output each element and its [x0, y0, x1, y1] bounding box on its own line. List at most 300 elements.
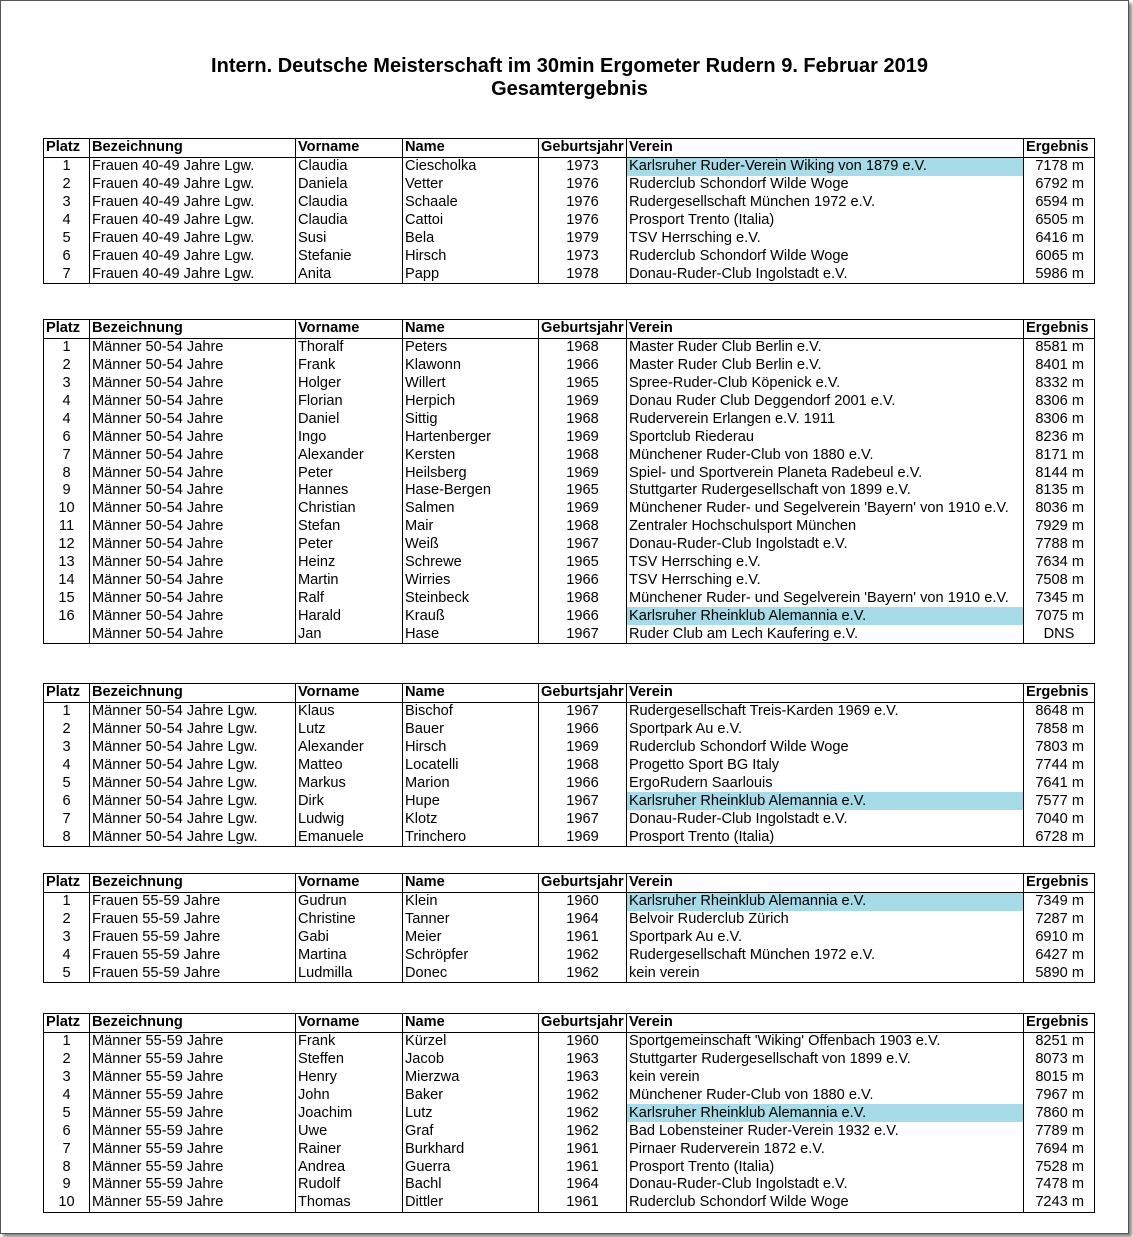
cell-geburtsjahr: 1966 — [539, 357, 627, 375]
cell-bezeichnung: Männer 50-54 Jahre — [90, 518, 296, 536]
cell-name: Klawonn — [403, 357, 539, 375]
cell-ergebnis: 6594 m — [1024, 194, 1095, 212]
cell-bezeichnung: Männer 50-54 Jahre Lgw. — [90, 757, 296, 775]
cell-bezeichnung: Männer 55-59 Jahre — [90, 1176, 296, 1194]
cell-ergebnis: 6505 m — [1024, 212, 1095, 230]
cell-vorname: Henry — [296, 1069, 403, 1087]
cell-verein: Master Ruder Club Berlin e.V. — [627, 357, 1024, 375]
cell-name: Hupe — [403, 792, 539, 810]
cell-verein: Pirnaer Ruderverein 1872 e.V. — [627, 1140, 1024, 1158]
cell-vorname: Daniel — [296, 410, 403, 428]
cell-name: Hirsch — [403, 739, 539, 757]
cell-verein: Donau-Ruder-Club Ingolstadt e.V. — [627, 810, 1024, 828]
cell-vorname: Ludwig — [296, 810, 403, 828]
cell-geburtsjahr: 1973 — [539, 247, 627, 265]
cell-geburtsjahr: 1967 — [539, 792, 627, 810]
cell-name: Kürzel — [403, 1032, 539, 1050]
cell-geburtsjahr: 1963 — [539, 1051, 627, 1069]
cell-name: Graf — [403, 1122, 539, 1140]
column-header-vorname: Vorname — [296, 320, 403, 339]
cell-geburtsjahr: 1969 — [539, 464, 627, 482]
cell-ergebnis: 7858 m — [1024, 721, 1095, 739]
column-header-vorname: Vorname — [296, 874, 403, 893]
cell-bezeichnung: Männer 55-59 Jahre — [90, 1087, 296, 1105]
cell-platz — [44, 625, 90, 643]
cell-vorname: Frank — [296, 357, 403, 375]
cell-platz: 2 — [44, 357, 90, 375]
cell-geburtsjahr: 1967 — [539, 625, 627, 643]
cell-geburtsjahr: 1969 — [539, 393, 627, 411]
cell-bezeichnung: Frauen 40-49 Jahre Lgw. — [90, 176, 296, 194]
cell-geburtsjahr: 1961 — [539, 1194, 627, 1212]
table-row — [44, 410, 1095, 428]
cell-vorname: Uwe — [296, 1122, 403, 1140]
table-row — [44, 702, 1095, 720]
cell-geburtsjahr: 1967 — [539, 702, 627, 720]
cell-vorname: Ralf — [296, 589, 403, 607]
table-row — [44, 911, 1095, 929]
column-header-ergebnis: Ergebnis — [1024, 1014, 1095, 1033]
cell-ergebnis: 7641 m — [1024, 774, 1095, 792]
table-row — [44, 589, 1095, 607]
table-row — [44, 929, 1095, 947]
column-header-geburtsjahr: Geburtsjahr — [539, 1014, 627, 1033]
cell-ergebnis: 7634 m — [1024, 554, 1095, 572]
cell-name: Tanner — [403, 911, 539, 929]
cell-bezeichnung: Männer 55-59 Jahre — [90, 1158, 296, 1176]
cell-platz: 7 — [44, 810, 90, 828]
cell-bezeichnung: Frauen 40-49 Jahre Lgw. — [90, 247, 296, 265]
cell-vorname: Dirk — [296, 792, 403, 810]
cell-platz: 4 — [44, 757, 90, 775]
cell-vorname: Gudrun — [296, 892, 403, 910]
cell-geburtsjahr: 1961 — [539, 1140, 627, 1158]
cell-platz: 3 — [44, 739, 90, 757]
cell-verein: Münchener Ruder-Club von 1880 e.V. — [627, 446, 1024, 464]
cell-geburtsjahr: 1961 — [539, 929, 627, 947]
cell-name: Burkhard — [403, 1140, 539, 1158]
table-row — [44, 1158, 1095, 1176]
cell-geburtsjahr: 1976 — [539, 176, 627, 194]
column-header-verein: Verein — [627, 1014, 1024, 1033]
cell-verein: Rudergesellschaft München 1972 e.V. — [627, 194, 1024, 212]
cell-bezeichnung: Frauen 40-49 Jahre Lgw. — [90, 265, 296, 283]
cell-verein: Zentraler Hochschulsport München — [627, 518, 1024, 536]
cell-bezeichnung: Männer 50-54 Jahre — [90, 375, 296, 393]
cell-name: Lutz — [403, 1104, 539, 1122]
table-row — [44, 229, 1095, 247]
table-row — [44, 1087, 1095, 1105]
cell-name: Hartenberger — [403, 428, 539, 446]
cell-platz: 16 — [44, 607, 90, 625]
cell-verein: Prosport Trento (Italia) — [627, 828, 1024, 846]
cell-vorname: Claudia — [296, 194, 403, 212]
column-header-verein: Verein — [627, 320, 1024, 339]
cell-verein: Spiel- und Sportverein Planeta Radebeul e.V. — [627, 464, 1024, 482]
cell-verein: Münchener Ruder- und Segelverein 'Bayern' von 1910 e.V. — [627, 589, 1024, 607]
cell-name: Klotz — [403, 810, 539, 828]
cell-verein: Sportgemeinschaft 'Wiking' Offenbach 1903 e.V. — [627, 1032, 1024, 1050]
cell-verein: Karlsruher Rheinklub Alemannia e.V. — [627, 1104, 1024, 1122]
table-row — [44, 393, 1095, 411]
cell-vorname: Klaus — [296, 702, 403, 720]
cell-geburtsjahr: 1960 — [539, 1032, 627, 1050]
cell-verein: kein verein — [627, 1069, 1024, 1087]
cell-geburtsjahr: 1962 — [539, 947, 627, 965]
column-header-platz: Platz — [44, 874, 90, 893]
column-header-name: Name — [403, 320, 539, 339]
column-header-name: Name — [403, 874, 539, 893]
cell-ergebnis: 8306 m — [1024, 410, 1095, 428]
table-header-row — [44, 1014, 1095, 1033]
cell-geburtsjahr: 1968 — [539, 410, 627, 428]
cell-name: Steinbeck — [403, 589, 539, 607]
cell-platz: 8 — [44, 1158, 90, 1176]
column-header-bezeichnung: Bezeichnung — [90, 139, 296, 158]
cell-bezeichnung: Männer 50-54 Jahre — [90, 500, 296, 518]
cell-name: Mierzwa — [403, 1069, 539, 1087]
table-row — [44, 482, 1095, 500]
cell-verein: Belvoir Ruderclub Zürich — [627, 911, 1024, 929]
cell-name: Wirries — [403, 571, 539, 589]
cell-vorname: Alexander — [296, 739, 403, 757]
cell-platz: 10 — [44, 500, 90, 518]
cell-ergebnis: 8401 m — [1024, 357, 1095, 375]
cell-platz: 6 — [44, 428, 90, 446]
cell-ergebnis: 6427 m — [1024, 947, 1095, 965]
cell-vorname: Jan — [296, 625, 403, 643]
cell-vorname: Peter — [296, 536, 403, 554]
table-row — [44, 810, 1095, 828]
cell-vorname: Martin — [296, 571, 403, 589]
cell-ergebnis: 8306 m — [1024, 393, 1095, 411]
cell-geburtsjahr: 1961 — [539, 1158, 627, 1176]
cell-vorname: Alexander — [296, 446, 403, 464]
cell-bezeichnung: Männer 50-54 Jahre — [90, 338, 296, 356]
table-row — [44, 828, 1095, 846]
cell-ergebnis: 8015 m — [1024, 1069, 1095, 1087]
cell-verein: TSV Herrsching e.V. — [627, 229, 1024, 247]
cell-name: Ciescholka — [403, 157, 539, 175]
table-row — [44, 446, 1095, 464]
cell-vorname: Christian — [296, 500, 403, 518]
cell-name: Klein — [403, 892, 539, 910]
cell-verein: Donau-Ruder-Club Ingolstadt e.V. — [627, 265, 1024, 283]
cell-platz: 4 — [44, 947, 90, 965]
cell-bezeichnung: Männer 55-59 Jahre — [90, 1069, 296, 1087]
cell-ergebnis: 7967 m — [1024, 1087, 1095, 1105]
table-row — [44, 792, 1095, 810]
cell-platz: 2 — [44, 1051, 90, 1069]
cell-name: Trinchero — [403, 828, 539, 846]
cell-verein: Bad Lobensteiner Ruder-Verein 1932 e.V. — [627, 1122, 1024, 1140]
table-row — [44, 625, 1095, 643]
table-row — [44, 947, 1095, 965]
table-row — [44, 1122, 1095, 1140]
cell-ergebnis: 7243 m — [1024, 1194, 1095, 1212]
cell-geburtsjahr: 1962 — [539, 964, 627, 982]
cell-verein: Ruderverein Erlangen e.V. 1911 — [627, 410, 1024, 428]
table-row — [44, 176, 1095, 194]
cell-vorname: Lutz — [296, 721, 403, 739]
cell-geburtsjahr: 1976 — [539, 212, 627, 230]
cell-bezeichnung: Männer 50-54 Jahre Lgw. — [90, 774, 296, 792]
cell-vorname: Christine — [296, 911, 403, 929]
cell-geburtsjahr: 1968 — [539, 338, 627, 356]
cell-bezeichnung: Frauen 40-49 Jahre Lgw. — [90, 194, 296, 212]
cell-ergebnis: 7929 m — [1024, 518, 1095, 536]
cell-ergebnis: 8648 m — [1024, 702, 1095, 720]
cell-ergebnis: 8135 m — [1024, 482, 1095, 500]
cell-geburtsjahr: 1968 — [539, 446, 627, 464]
column-header-ergebnis: Ergebnis — [1024, 874, 1095, 893]
cell-platz: 7 — [44, 446, 90, 464]
cell-ergebnis: 7478 m — [1024, 1176, 1095, 1194]
table-row — [44, 571, 1095, 589]
column-header-geburtsjahr: Geburtsjahr — [539, 874, 627, 893]
cell-geburtsjahr: 1966 — [539, 721, 627, 739]
cell-platz: 14 — [44, 571, 90, 589]
cell-vorname: Martina — [296, 947, 403, 965]
cell-platz: 2 — [44, 176, 90, 194]
cell-platz: 8 — [44, 828, 90, 846]
cell-verein: ErgoRudern Saarlouis — [627, 774, 1024, 792]
cell-verein: Karlsruher Rheinklub Alemannia e.V. — [627, 792, 1024, 810]
cell-name: Papp — [403, 265, 539, 283]
cell-vorname: Thoralf — [296, 338, 403, 356]
cell-verein: Donau-Ruder-Club Ingolstadt e.V. — [627, 1176, 1024, 1194]
cell-platz: 5 — [44, 774, 90, 792]
cell-bezeichnung: Männer 50-54 Jahre — [90, 589, 296, 607]
column-header-platz: Platz — [44, 139, 90, 158]
cell-vorname: Harald — [296, 607, 403, 625]
cell-verein: Rudergesellschaft München 1972 e.V. — [627, 947, 1024, 965]
cell-name: Sittig — [403, 410, 539, 428]
cell-geburtsjahr: 1969 — [539, 428, 627, 446]
cell-geburtsjahr: 1967 — [539, 810, 627, 828]
cell-verein: Sportclub Riederau — [627, 428, 1024, 446]
cell-platz: 5 — [44, 229, 90, 247]
cell-name: Bauer — [403, 721, 539, 739]
cell-ergebnis: 7040 m — [1024, 810, 1095, 828]
cell-vorname: Heinz — [296, 554, 403, 572]
cell-platz: 2 — [44, 911, 90, 929]
cell-name: Donec — [403, 964, 539, 982]
cell-ergebnis: 6416 m — [1024, 229, 1095, 247]
cell-platz: 4 — [44, 1087, 90, 1105]
cell-vorname: Frank — [296, 1032, 403, 1050]
cell-platz: 3 — [44, 194, 90, 212]
cell-geburtsjahr: 1965 — [539, 554, 627, 572]
cell-name: Marion — [403, 774, 539, 792]
cell-vorname: Emanuele — [296, 828, 403, 846]
table-row — [44, 892, 1095, 910]
cell-ergebnis: 7075 m — [1024, 607, 1095, 625]
cell-verein: Ruderclub Schondorf Wilde Woge — [627, 247, 1024, 265]
cell-platz: 8 — [44, 464, 90, 482]
table-row — [44, 428, 1095, 446]
cell-verein: Prosport Trento (Italia) — [627, 212, 1024, 230]
cell-ergebnis: 8581 m — [1024, 338, 1095, 356]
cell-name: Schrewe — [403, 554, 539, 572]
cell-name: Hase — [403, 625, 539, 643]
cell-verein: Sportpark Au e.V. — [627, 929, 1024, 947]
cell-name: Herpich — [403, 393, 539, 411]
cell-platz: 4 — [44, 393, 90, 411]
column-header-ergebnis: Ergebnis — [1024, 139, 1095, 158]
cell-name: Peters — [403, 338, 539, 356]
cell-verein: Prosport Trento (Italia) — [627, 1158, 1024, 1176]
cell-bezeichnung: Frauen 55-59 Jahre — [90, 964, 296, 982]
cell-bezeichnung: Männer 50-54 Jahre — [90, 625, 296, 643]
cell-platz: 2 — [44, 721, 90, 739]
cell-vorname: Matteo — [296, 757, 403, 775]
cell-vorname: Rainer — [296, 1140, 403, 1158]
cell-vorname: Rudolf — [296, 1176, 403, 1194]
cell-platz: 9 — [44, 1176, 90, 1194]
cell-bezeichnung: Frauen 55-59 Jahre — [90, 911, 296, 929]
column-header-geburtsjahr: Geburtsjahr — [539, 320, 627, 339]
cell-bezeichnung: Männer 50-54 Jahre Lgw. — [90, 739, 296, 757]
column-header-verein: Verein — [627, 874, 1024, 893]
cell-platz: 1 — [44, 892, 90, 910]
cell-ergebnis: 6065 m — [1024, 247, 1095, 265]
cell-platz: 6 — [44, 1122, 90, 1140]
cell-name: Bachl — [403, 1176, 539, 1194]
cell-name: Krauß — [403, 607, 539, 625]
table-row — [44, 157, 1095, 175]
cell-name: Baker — [403, 1087, 539, 1105]
cell-verein: Sportpark Au e.V. — [627, 721, 1024, 739]
cell-ergebnis: 7803 m — [1024, 739, 1095, 757]
cell-ergebnis: 5890 m — [1024, 964, 1095, 982]
cell-name: Dittler — [403, 1194, 539, 1212]
table-row — [44, 500, 1095, 518]
cell-name: Salmen — [403, 500, 539, 518]
cell-verein: TSV Herrsching e.V. — [627, 554, 1024, 572]
cell-bezeichnung: Frauen 40-49 Jahre Lgw. — [90, 229, 296, 247]
cell-verein: kein verein — [627, 964, 1024, 982]
table-row — [44, 774, 1095, 792]
cell-verein: Donau-Ruder-Club Ingolstadt e.V. — [627, 536, 1024, 554]
cell-bezeichnung: Männer 50-54 Jahre — [90, 428, 296, 446]
cell-geburtsjahr: 1962 — [539, 1122, 627, 1140]
cell-platz: 3 — [44, 375, 90, 393]
cell-geburtsjahr: 1979 — [539, 229, 627, 247]
results-table — [43, 1013, 1095, 1213]
cell-platz: 9 — [44, 482, 90, 500]
cell-bezeichnung: Männer 55-59 Jahre — [90, 1104, 296, 1122]
cell-platz: 5 — [44, 1104, 90, 1122]
table-row — [44, 265, 1095, 283]
cell-platz: 12 — [44, 536, 90, 554]
cell-geburtsjahr: 1962 — [539, 1104, 627, 1122]
cell-bezeichnung: Männer 50-54 Jahre Lgw. — [90, 721, 296, 739]
table-row — [44, 375, 1095, 393]
cell-bezeichnung: Männer 50-54 Jahre — [90, 410, 296, 428]
cell-vorname: Stefanie — [296, 247, 403, 265]
cell-platz: 3 — [44, 1069, 90, 1087]
cell-vorname: Daniela — [296, 176, 403, 194]
table-row — [44, 1069, 1095, 1087]
cell-geburtsjahr: 1962 — [539, 1087, 627, 1105]
cell-ergebnis: 6728 m — [1024, 828, 1095, 846]
cell-verein: Münchener Ruder- und Segelverein 'Bayern' von 1910 e.V. — [627, 500, 1024, 518]
cell-platz: 7 — [44, 1140, 90, 1158]
column-header-bezeichnung: Bezeichnung — [90, 320, 296, 339]
cell-bezeichnung: Männer 50-54 Jahre Lgw. — [90, 828, 296, 846]
column-header-platz: Platz — [44, 320, 90, 339]
cell-bezeichnung: Männer 50-54 Jahre Lgw. — [90, 810, 296, 828]
cell-name: Vetter — [403, 176, 539, 194]
table-header-row — [44, 874, 1095, 893]
cell-platz: 5 — [44, 964, 90, 982]
cell-name: Hase-Bergen — [403, 482, 539, 500]
column-header-vorname: Vorname — [296, 684, 403, 703]
table-row — [44, 1176, 1095, 1194]
cell-bezeichnung: Männer 55-59 Jahre — [90, 1122, 296, 1140]
cell-vorname: Gabi — [296, 929, 403, 947]
cell-vorname: Stefan — [296, 518, 403, 536]
table-row — [44, 1140, 1095, 1158]
cell-bezeichnung: Männer 55-59 Jahre — [90, 1194, 296, 1212]
cell-geburtsjahr: 1965 — [539, 375, 627, 393]
cell-verein: Karlsruher Ruder-Verein Wiking von 1879 e.V. — [627, 157, 1024, 175]
table-row — [44, 194, 1095, 212]
cell-platz: 1 — [44, 338, 90, 356]
cell-verein: Donau Ruder Club Deggendorf 2001 e.V. — [627, 393, 1024, 411]
cell-verein: Rudergesellschaft Treis-Karden 1969 e.V. — [627, 702, 1024, 720]
column-header-platz: Platz — [44, 1014, 90, 1033]
cell-geburtsjahr: 1976 — [539, 194, 627, 212]
cell-ergebnis: 7508 m — [1024, 571, 1095, 589]
cell-geburtsjahr: 1969 — [539, 739, 627, 757]
column-header-verein: Verein — [627, 684, 1024, 703]
cell-geburtsjahr: 1966 — [539, 607, 627, 625]
cell-bezeichnung: Männer 50-54 Jahre — [90, 482, 296, 500]
column-header-vorname: Vorname — [296, 1014, 403, 1033]
column-header-verein: Verein — [627, 139, 1024, 158]
cell-bezeichnung: Männer 50-54 Jahre Lgw. — [90, 792, 296, 810]
cell-platz: 10 — [44, 1194, 90, 1212]
cell-geburtsjahr: 1969 — [539, 828, 627, 846]
cell-bezeichnung: Männer 50-54 Jahre — [90, 571, 296, 589]
column-header-bezeichnung: Bezeichnung — [90, 684, 296, 703]
cell-name: Schröpfer — [403, 947, 539, 965]
cell-verein: Ruderclub Schondorf Wilde Woge — [627, 739, 1024, 757]
cell-ergebnis: 7789 m — [1024, 1122, 1095, 1140]
cell-ergebnis: 7287 m — [1024, 911, 1095, 929]
cell-bezeichnung: Männer 50-54 Jahre — [90, 554, 296, 572]
cell-verein: Karlsruher Rheinklub Alemannia e.V. — [627, 607, 1024, 625]
cell-ergebnis: 7345 m — [1024, 589, 1095, 607]
cell-geburtsjahr: 1968 — [539, 518, 627, 536]
cell-geburtsjahr: 1978 — [539, 265, 627, 283]
cell-vorname: Claudia — [296, 212, 403, 230]
cell-geburtsjahr: 1968 — [539, 757, 627, 775]
column-header-name: Name — [403, 139, 539, 158]
results-table — [43, 683, 1095, 847]
cell-name: Weiß — [403, 536, 539, 554]
table-row — [44, 1104, 1095, 1122]
cell-ergebnis: 7860 m — [1024, 1104, 1095, 1122]
column-header-vorname: Vorname — [296, 139, 403, 158]
cell-name: Heilsberg — [403, 464, 539, 482]
cell-platz: 3 — [44, 929, 90, 947]
column-header-name: Name — [403, 1014, 539, 1033]
cell-bezeichnung: Männer 55-59 Jahre — [90, 1140, 296, 1158]
table-row — [44, 721, 1095, 739]
